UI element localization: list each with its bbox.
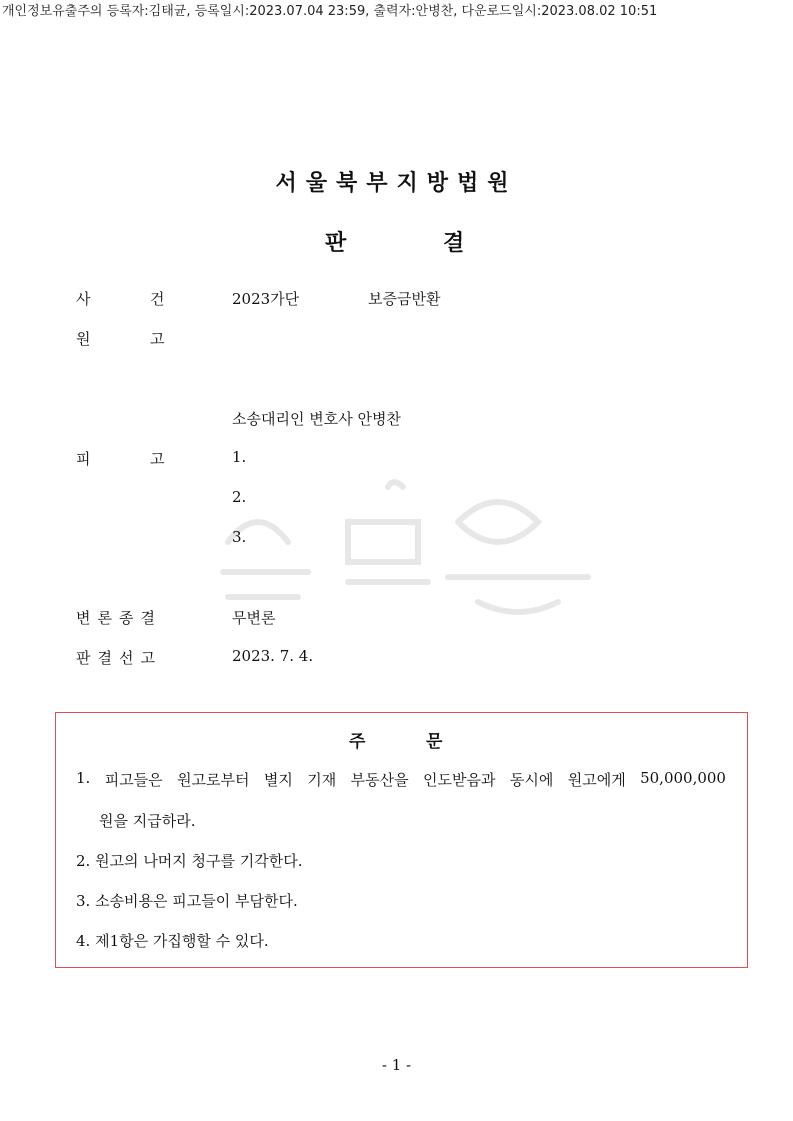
order-word: 원고로부터 — [177, 771, 250, 789]
order-title-right: 문 — [426, 732, 443, 752]
order-word: 동시에 — [509, 771, 554, 789]
defendant-label-left: 피 — [76, 450, 91, 468]
defendant-row-2 — [0, 488, 793, 512]
defendant-label-right: 고 — [150, 450, 165, 468]
order-word: 기재 — [307, 771, 337, 789]
defendant-item: 2. — [232, 488, 247, 506]
plaintiff-label-right: 고 — [150, 330, 165, 348]
case-name: 보증금반환 — [368, 290, 441, 308]
document-header-notice: 개인정보유출주의 등록자:김태균, 등록일시:2023.07.04 23:59, 출력자:안병찬, 다운로드일시:2023.08.02 10:51 — [2, 4, 658, 19]
order-item-1 — [76, 769, 726, 790]
order-word: 피고들은 — [104, 771, 163, 789]
defendant-row-3 — [0, 528, 793, 552]
judgment-date-label: 판결선고 — [76, 649, 162, 667]
plaintiff-label-left: 원 — [76, 330, 91, 348]
order-word: 별지 — [263, 771, 293, 789]
closing-label: 변론종결 — [76, 609, 162, 627]
defendant-item: 1. — [232, 448, 247, 466]
document-title-right: 결 — [443, 231, 465, 256]
defendant-row — [0, 448, 793, 472]
closing-row — [0, 607, 793, 631]
order-item-1-continued: 원을 지급하라. — [99, 812, 196, 830]
order-word: 1. — [76, 769, 91, 787]
case-number: 2023가단 — [232, 290, 300, 308]
case-label-right: 건 — [150, 290, 165, 308]
closing-value: 무변론 — [232, 609, 276, 627]
court-name: 서울북부지방법원 — [275, 171, 518, 196]
document-title-left: 판 — [325, 231, 347, 256]
order-word: 50,000,000 — [640, 769, 726, 787]
plaintiff-row — [0, 328, 793, 352]
order-title-left: 주 — [349, 732, 366, 752]
plaintiff-attorney: 소송대리인 변호사 안병찬 — [232, 410, 401, 428]
defendant-item: 3. — [232, 528, 247, 546]
order-word: 원고에게 — [567, 771, 626, 789]
order-word: 인도받음과 — [423, 771, 496, 789]
judgment-date-row — [0, 647, 793, 671]
order-word: 부동산을 — [350, 771, 409, 789]
order-item-4: 4. 제1항은 가집행할 수 있다. — [76, 932, 269, 950]
page-number: - 1 - — [381, 1056, 412, 1074]
plaintiff-attorney-row — [0, 408, 793, 432]
judgment-date-value: 2023. 7. 4. — [232, 647, 314, 665]
order-item-2: 2. 원고의 나머지 청구를 기각한다. — [76, 852, 303, 870]
case-row — [0, 288, 793, 312]
case-label-left: 사 — [76, 290, 91, 308]
order-item-3: 3. 소송비용은 피고들이 부담한다. — [76, 892, 298, 910]
